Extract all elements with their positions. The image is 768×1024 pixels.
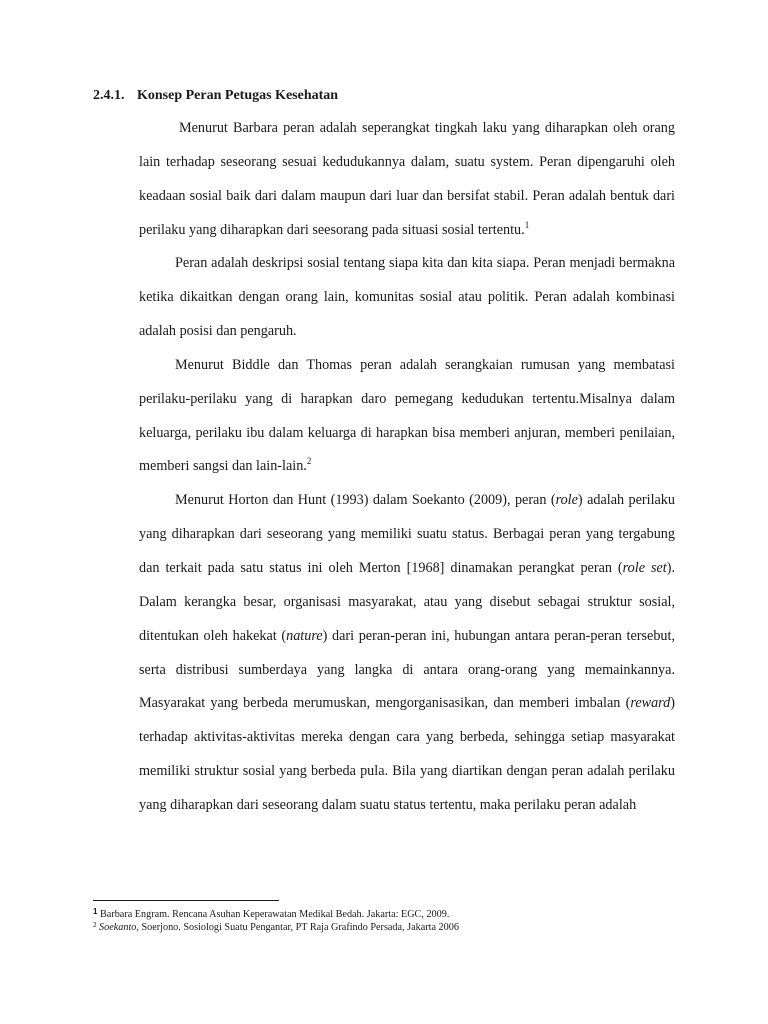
term-role-set: role set [622,559,667,576]
footnotes [93,908,693,934]
body-text [139,112,675,823]
paragraph-4-text-5: ) terhadap aktivitas-aktivitas mereka dengan cara yang berbeda, sehingga setiap masyarakat memiliki struktur sosial yang berbeda pula. Bila yang diartikan dengan peran adalah perilaku yang diharapkan dari seseorang dalam suatu status tertentu, maka perilaku peran adalah [139,695,675,813]
footnote-1-text: Barbara Engram. Rencana Asuhan Keperawatan Medikal Bedah. Jakarta: EGC, 2009. [97,909,450,920]
footnote-ref-2[interactable]: 2 [306,456,312,467]
paragraph-2 [139,247,675,349]
paragraph-4-text-3: ). Dalam kerangka besar, organisasi masyarakat, atau yang disebut sebagai struktur sosial, ditentukan oleh hakekat ( [139,559,676,644]
footnote-2-author: Soekanto [99,922,137,933]
footnote-1-mark: 1 [93,907,98,916]
footnote-ref-1[interactable]: 1 [524,219,530,230]
paragraph-1 [139,112,675,247]
footnote-2 [93,921,693,934]
paragraph-4-text-4: ) dari peran-peran ini, hubungan antara peran-peran tersebut, serta distribusi sumberdaya yang langka di antara orang-orang yang memainkannya. Masyarakat yang berbeda merumuskan, mengorganisasikan, dan memberi imbalan ( [139,627,676,712]
term-reward: reward [630,695,671,712]
footnote-divider [93,900,279,901]
paragraph-2-text: Peran adalah deskripsi sosial tentang siapa kita dan kita siapa. Peran menjadi bermakna ketika dikaitkan dengan orang lain, komunitas sosial atau politik. Peran adalah kombinasi adalah posisi dan pengaruh. [139,255,675,340]
paragraph-1-text: Menurut Barbara peran adalah seperangkat tingkah laku yang diharapkan oleh orang lain terhadap seseorang sesuai kedudukannya dalam, suatu system. Peran dipengaruhi oleh keadaan sosial baik dari dalam maupun dari luar dan bersifat stabil. Peran adalah bentuk dari perilaku yang diharapkan dari seesorang pada situasi sosial tertentu. [139,120,675,238]
paragraph-4-text-1: Menurut Horton dan Hunt (1993) dalam Soekanto (2009), peran ( [175,492,556,509]
footnote-2-mark: 2 [93,921,97,929]
paragraph-4-text-2: ) adalah perilaku yang diharapkan dari seseorang yang memiliki suatu status. Berbagai peran yang tergabung dan terkait pada satu status ini oleh Merton [1968] dinamakan perangkat peran ( [139,492,675,576]
footnote-1 [93,908,693,921]
footnote-2-text: , Soerjono. Sosiologi Suatu Pengantar, PT Raja Grafindo Persada, Jakarta 2006 [136,922,459,933]
section-title: Konsep Peran Petugas Kesehatan [137,88,339,103]
paragraph-4 [139,484,675,822]
term-role: role [555,492,578,509]
term-nature: nature [286,627,323,644]
section-heading [93,88,338,104]
paragraph-3 [139,349,675,484]
section-number: 2.4.1. [93,88,125,103]
paragraph-3-text: Menurut Biddle dan Thomas peran adalah serangkaian rumusan yang membatasi perilaku-perilaku yang di harapkan daro pemegang kedudukan tertentu.Misalnya dalam keluarga, perilaku ibu dalam keluarga di harapkan bisa memberi anjuran, memberi penilaian, memberi sangsi dan lain-lain. [139,356,675,475]
